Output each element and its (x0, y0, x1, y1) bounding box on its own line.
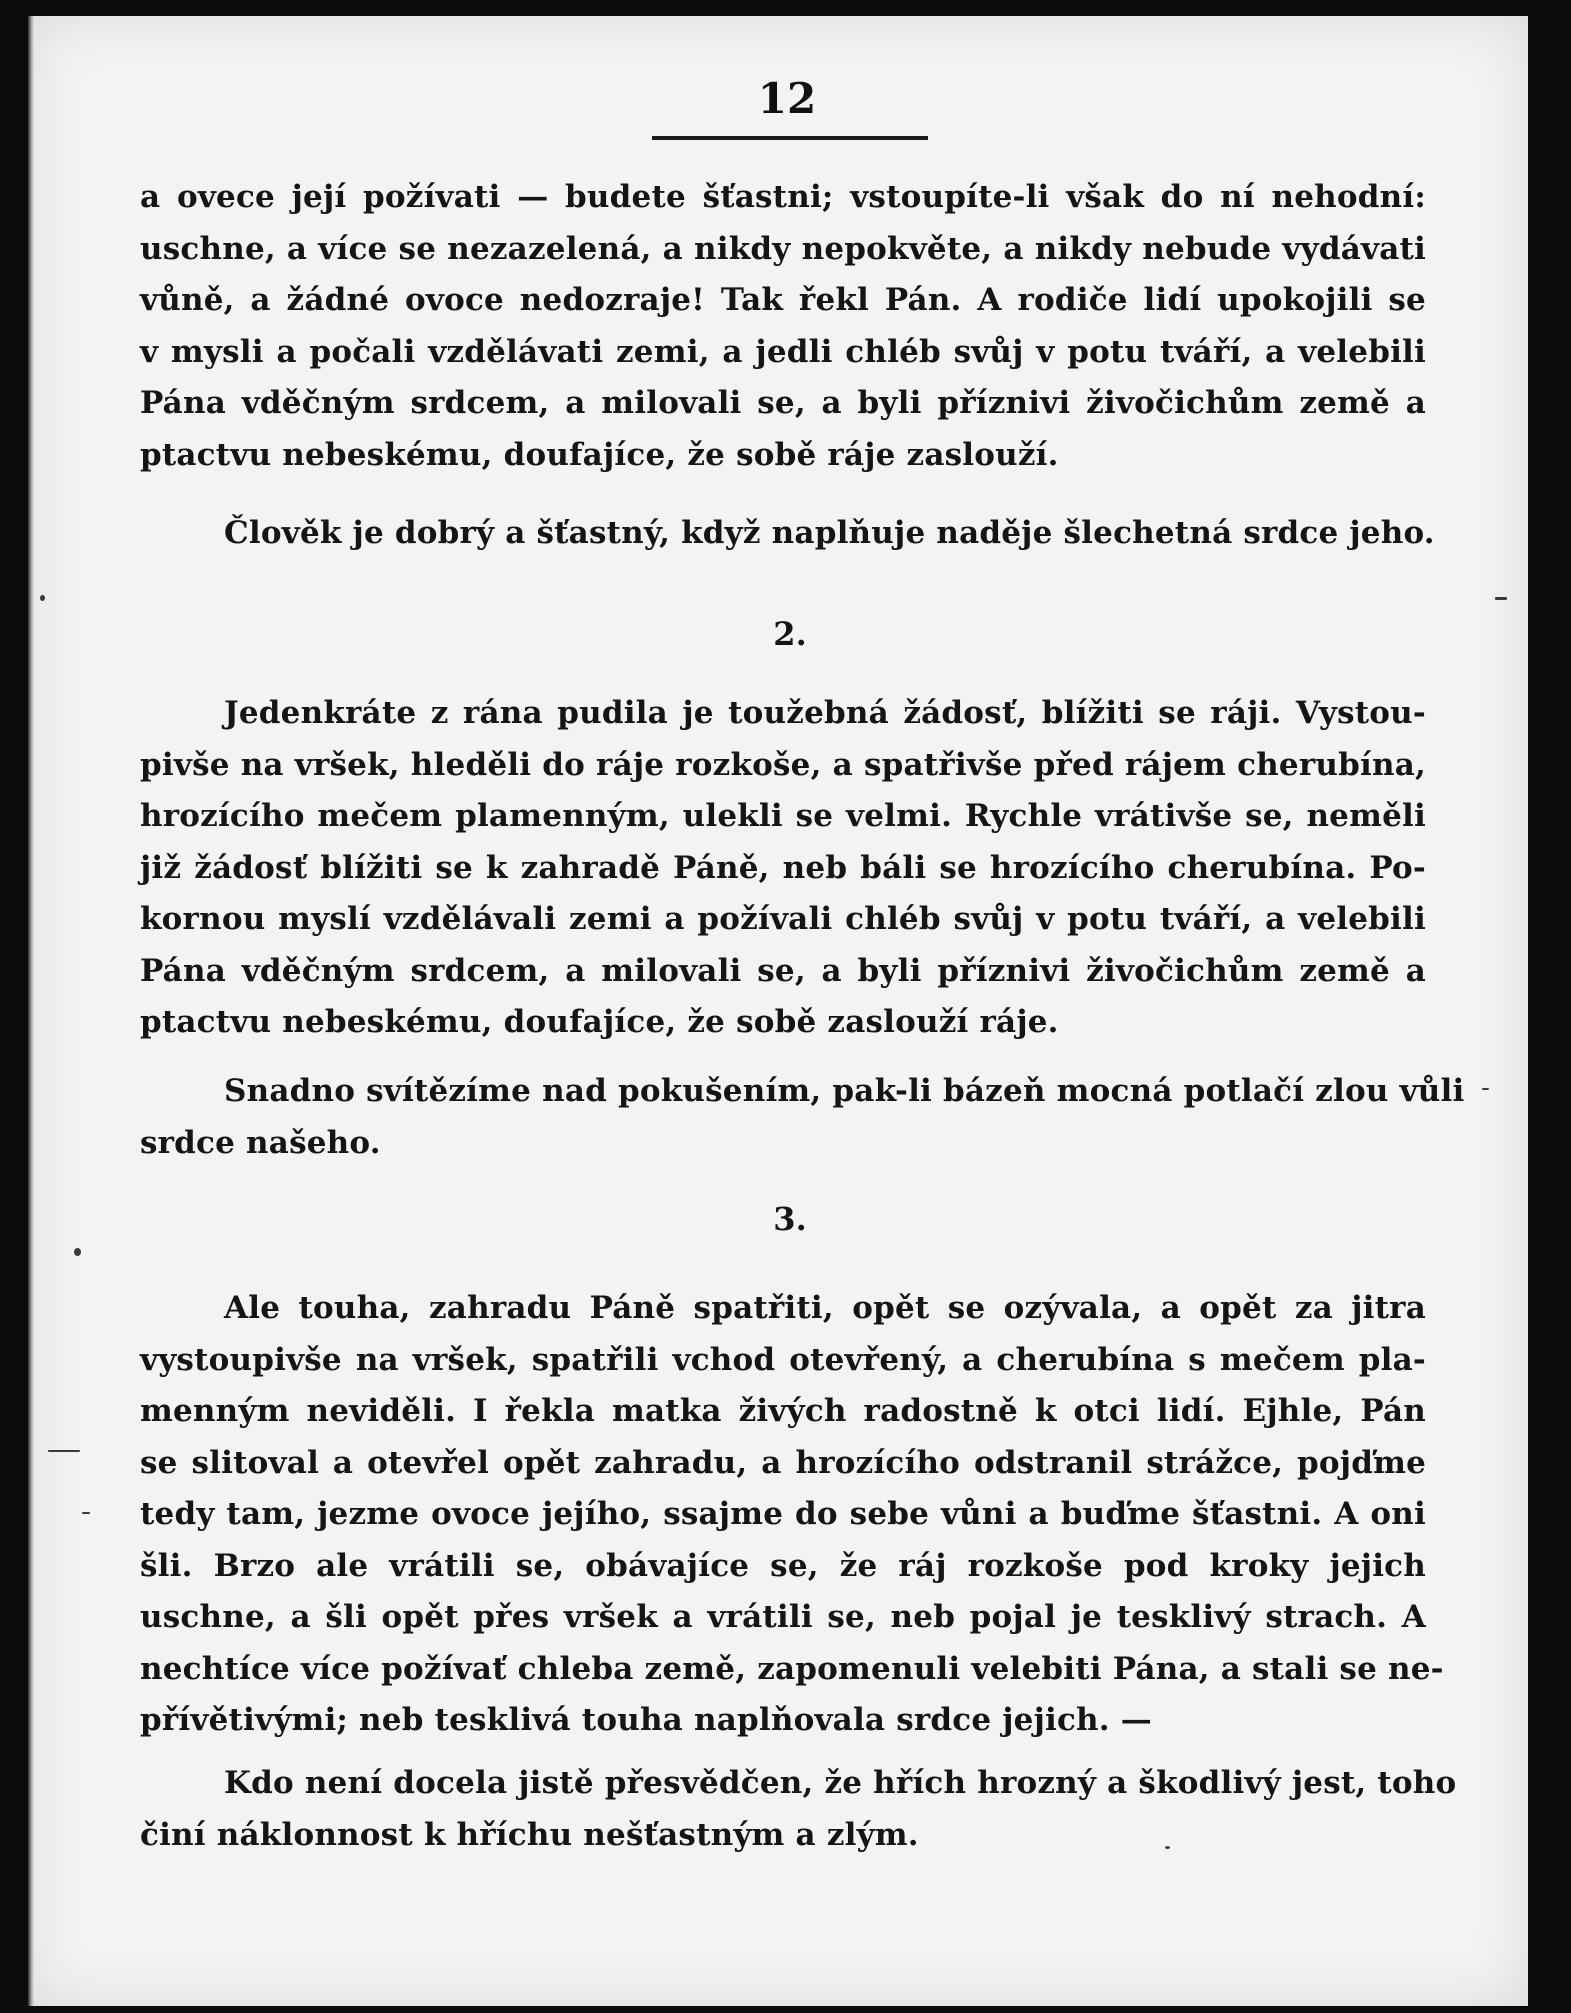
text-line: vystoupivše na vršek, spatřili vchod otevřený, a cherubína s mečem pla- (140, 1341, 1426, 1378)
text-line: Pána vděčným srdcem, a milovali se, a byli příznivi živočichům země a (140, 952, 1426, 989)
paragraph-continuation (140, 172, 1426, 481)
text-line: a ovece její požívati — budete šťastni; vstoupíte-li však do ní nehodní: (140, 179, 1426, 215)
text-line: menným neviděli. I řekla matka živých radostně k otci lidí. Ejhle, Pán (140, 1393, 1426, 1429)
text-line: hrozícího mečem plamenným, ulekli se velmi. Rychle vrátivše se, neměli (140, 798, 1426, 834)
text-line: Snadno svítězíme nad pokušením, pak-li bázeň mocná potlačí zlou vůli (224, 1073, 1465, 1109)
paragraph-section-3 (140, 1283, 1444, 1747)
text-line: tedy tam, jezme ovoce jejího, ssajme do sebe vůni a buďme šťastni. A oni (140, 1496, 1426, 1532)
text-line: kornou myslí vzdělávali zemi a požívali chléb svůj v potu tváří, a velebili (140, 901, 1426, 937)
text-line: nechtíce více požívať chleba země, zapomenuli velebiti Pána, a stali se ne- (140, 1650, 1444, 1687)
page-gutter-edge (28, 16, 34, 2006)
text-line: srdce našeho. (140, 1124, 381, 1161)
text-line: činí náklonnost k hříchu nešťastným a zlým. (140, 1816, 919, 1853)
text-line: již žádosť blížiti se k zahradě Páně, neb báli se hrozícího cherubína. Po- (140, 849, 1426, 886)
text-line: ptactvu nebeskému, doufajíce, že sobě zaslouží ráje. (140, 1004, 1059, 1040)
page-number-rule (652, 136, 928, 140)
paragraph-section-2 (140, 688, 1426, 1049)
scan-speck (48, 1450, 80, 1452)
scan-speck (82, 1512, 90, 1514)
moral-paragraph (140, 508, 1435, 560)
scan-speck (40, 595, 45, 601)
text-line: Člověk je dobrý a šťastný, když naplňuje naděje šlechetná srdce jeho. (224, 515, 1435, 551)
moral-paragraph (140, 1758, 1457, 1861)
section-heading-3: 3. (773, 1200, 807, 1238)
scan-speck (74, 1248, 81, 1256)
text-line: uschne, a více se nezazelená, a nikdy nepokvěte, a nikdy nebude vydávati (140, 230, 1426, 267)
scan-speck (1482, 1088, 1489, 1090)
page-number: 12 (757, 74, 817, 123)
text-line: Jedenkráte z rána pudila je toužebná žádosť, blížiti se ráji. Vystou- (224, 695, 1426, 731)
text-line: pivše na vršek, hleděli do ráje rozkoše, a spatřivše před rájem cherubína, (140, 746, 1426, 783)
text-line: Pána vděčným srdcem, a milovali se, a byli příznivi živočichům země a (140, 385, 1426, 421)
section-heading-2: 2. (773, 615, 807, 653)
text-line: Ale touha, zahradu Páně spatřiti, opět se ozývala, a opět za jitra (224, 1290, 1426, 1326)
text-line: se slitoval a otevřel opět zahradu, a hrozícího odstranil strážce, pojďme (140, 1444, 1426, 1481)
moral-paragraph (140, 1066, 1465, 1169)
scan-speck (1165, 1846, 1170, 1849)
scan-speck (1495, 597, 1507, 600)
text-line: ptactvu nebeskému, doufajíce, že sobě ráje zaslouží. (140, 436, 1059, 473)
text-line: šli. Brzo ale vrátili se, obávajíce se, že ráj rozkoše pod kroky jejich (140, 1547, 1426, 1584)
text-line: přívětivými; neb tesklivá touha naplňovala srdce jejich. — (140, 1702, 1152, 1738)
text-line: uschne, a šli opět přes vršek a vrátili se, neb pojal je tesklivý strach. A (140, 1599, 1426, 1635)
text-line: v mysli a počali vzdělávati zemi, a jedli chléb svůj v potu tváří, a velebili (140, 333, 1426, 370)
text-line: Kdo není docela jistě přesvědčen, že hřích hrozný a škodlivý jest, toho (224, 1765, 1457, 1801)
text-line: vůně, a žádné ovoce nedozraje! Tak řekl Pán. A rodiče lidí upokojili se (140, 282, 1426, 318)
